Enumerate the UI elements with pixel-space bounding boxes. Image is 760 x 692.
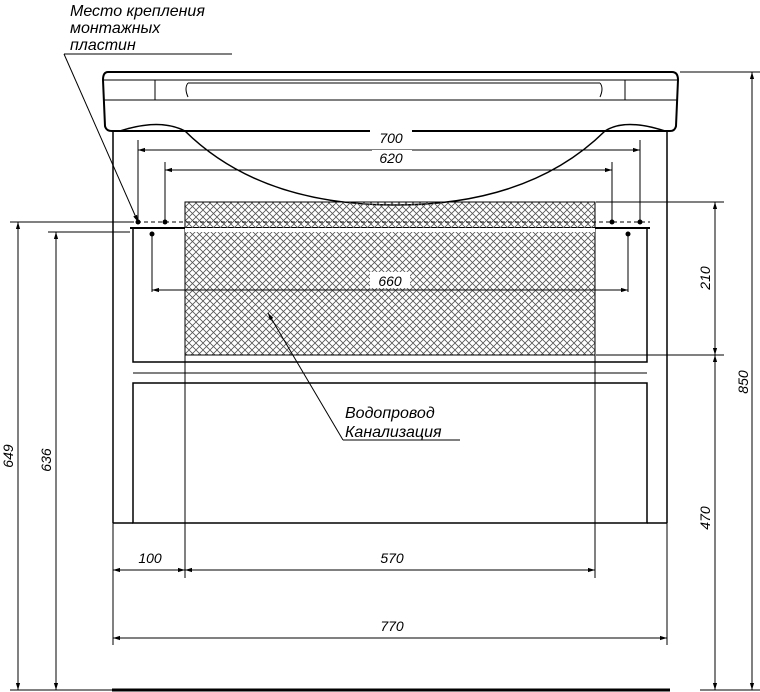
callout-mounting-line2: монтажных [70,20,161,37]
callout-mounting-plates [64,3,232,222]
callout-utilities-line2: Канализация [345,424,442,441]
dim-100-label: 100 [138,550,162,566]
callout-utilities-line1: Водопровод [345,405,435,422]
dim-470-label: 470 [697,506,713,530]
dim-right [596,72,760,690]
dim-210-label: 210 [697,266,713,290]
callout-mounting-line1: Место крепления [70,3,205,20]
dim-850-label: 850 [735,370,751,394]
dim-636-label: 636 [38,448,54,472]
dim-770-label: 770 [380,618,404,634]
dim-620-label: 620 [379,150,403,166]
dim-649-label: 649 [0,444,16,468]
dim-570-label: 570 [380,550,404,566]
dim-bottom [113,355,667,645]
dim-660-label: 660 [378,273,402,289]
callout-mounting-line3: пластин [70,37,136,54]
dim-700-label: 700 [379,130,403,146]
dim-left [0,222,130,690]
